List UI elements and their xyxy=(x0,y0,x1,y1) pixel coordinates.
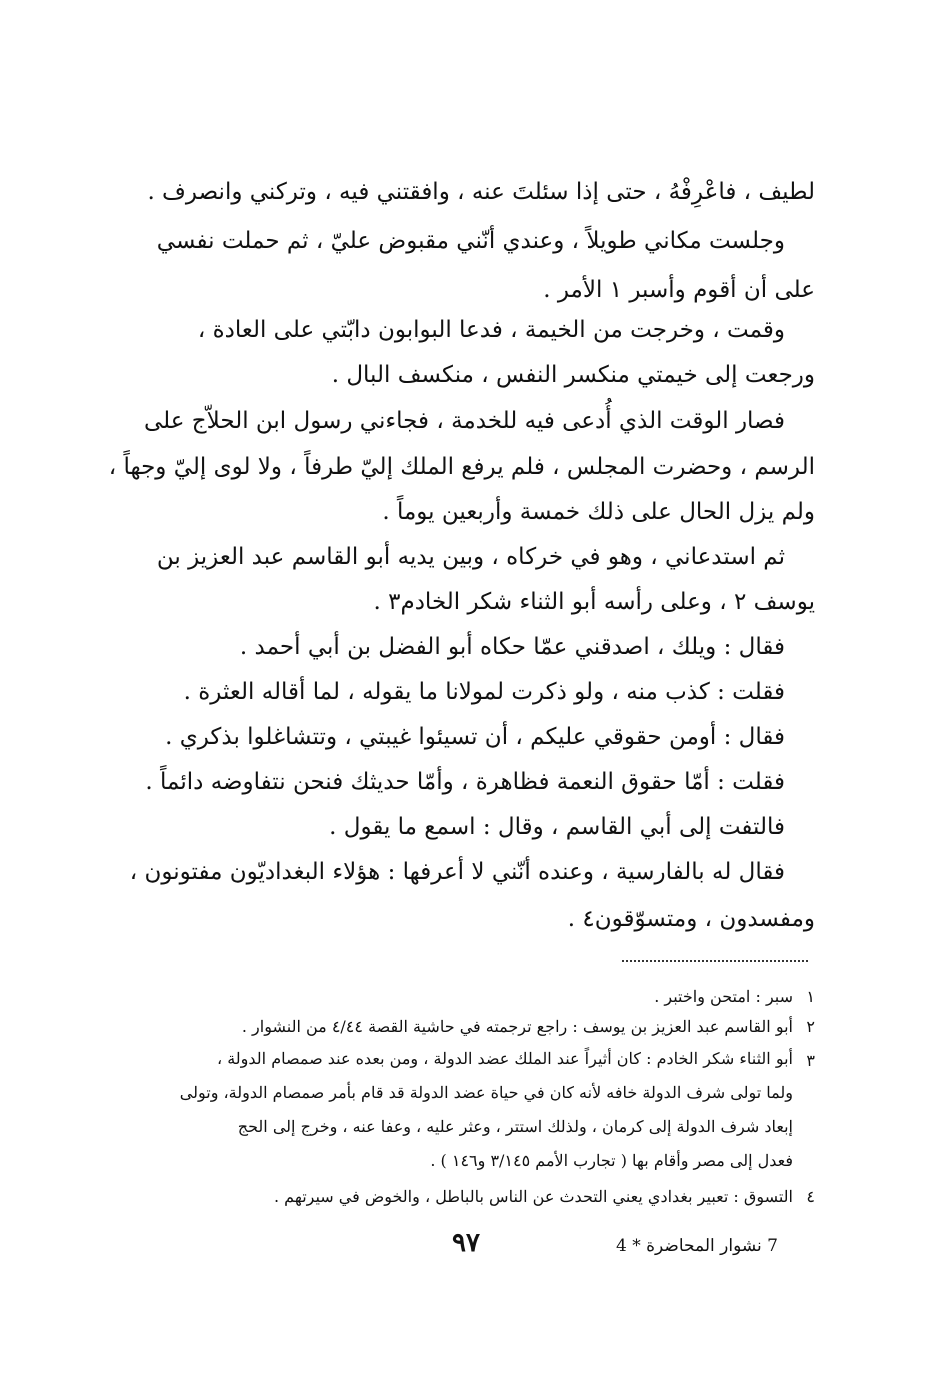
footnote-separator xyxy=(622,960,808,962)
footnote-number-1: ١ xyxy=(806,987,815,1006)
body-line-15: فالتفت إلى أبي القاسم ، وقال : اسمع ما يقول . xyxy=(329,814,785,840)
body-line-2: وجلست مكاني طويلاً ، وعندي أنّني مقبوض عليّ ، ثم حملت نفسي xyxy=(156,228,785,254)
footnote-3-line-3: إبعاد شرف الدولة إلى كرمان ، ولذلك استتر ، وعثر عليه ، وعفا عنه ، وخرج إلى الحج xyxy=(237,1117,793,1136)
body-line-12: فقلت : كذب منه ، ولو ذكرت لمولانا ما يقوله ، لما أقاله العثرة . xyxy=(183,679,785,705)
body-line-13: فقال : أومن حقوقي عليكم ، أن تسيئوا غيبتي ، وتتشاغلوا بذكري . xyxy=(165,724,785,750)
footnote-3-line-2: ولما تولى شرف الدولة خافه لأنه كان في حياة عضد الدولة قد قام بأمر صمصام الدولة، وتولى xyxy=(179,1083,793,1102)
footnote-3-line-4: فعدل إلى مصر وأقام بها ( تجارب الأمم ٣/١٤٥ و١٤٦ ) . xyxy=(430,1151,793,1170)
body-line-6: فصار الوقت الذي أُدعى فيه للخدمة ، فجاءني رسول ابن الحلاّج على xyxy=(143,408,785,434)
body-line-7: الرسم ، وحضرت المجلس ، فلم يرفع الملك إليّ طرفاً ، ولا لوى إليّ وجهاً ، xyxy=(108,454,815,480)
body-line-4: وقمت ، وخرجت من الخيمة ، فدعا البوابون دابّتي على العادة ، xyxy=(197,317,785,343)
page-number: ٩٧ xyxy=(452,1228,480,1258)
body-line-10: يوسف ٢ ، وعلى رأسه أبو الثناء شكر الخادم٣ . xyxy=(373,589,815,615)
body-line-8: ولم يزل الحال على ذلك خمسة وأربعين يوماً . xyxy=(382,499,815,525)
body-line-5: ورجعت إلى خيمتي منكسر النفس ، منكسف البال . xyxy=(331,362,815,388)
body-line-9: ثم استدعاني ، وهو في خركاه ، وبين يديه أبو القاسم عبد العزيز بن xyxy=(156,544,785,570)
footnote-4-line-1: التسوق : تعبير بغدادي يعني التحدث عن الناس بالباطل ، والخوض في سيرتهم . xyxy=(274,1187,793,1206)
footnote-number-3: ٣ xyxy=(806,1051,815,1070)
footnote-number-4: ٤ xyxy=(806,1187,815,1206)
body-line-14: فقلت : أمّا حقوق النعمة فظاهرة ، وأمّا حديثك فنحن نتفاوضه دائماً . xyxy=(145,769,785,795)
signature-mark: 7 نشوار المحاضرة * 4 xyxy=(616,1236,778,1256)
body-line-17: ومفسدون ، ومتسوّقون٤ . xyxy=(567,906,815,932)
footnote-1-line-1: سبر : امتحن واختبر . xyxy=(654,987,793,1006)
footnote-2-line-1: أبو القاسم عبد العزيز بن يوسف : راجع ترجمته في حاشية القصة ٤/٤٤ من النشوار . xyxy=(241,1017,793,1036)
body-line-16: فقال له بالفارسية ، وعنده أنّني لا أعرفها : هؤلاء البغداديّون مفتونون ، xyxy=(129,859,785,885)
body-line-3: على أن أقوم وأسبر ١ الأمر . xyxy=(543,277,815,303)
footnote-number-2: ٢ xyxy=(806,1017,815,1036)
body-line-1: لطيف ، فاعْرِفْهُ ، حتى إذا سئلتَ عنه ، وافقتني فيه ، وتركني وانصرف . xyxy=(147,179,815,205)
footnote-3-line-1: أبو الثناء شكر الخادم : كان أثيراً عند الملك عضد الدولة ، ومن بعده عند صمصام الدولة ، xyxy=(216,1049,793,1068)
body-line-11: فقال : ويلك ، اصدقني عمّا حكاه أبو الفضل بن أبي أحمد . xyxy=(239,634,785,660)
